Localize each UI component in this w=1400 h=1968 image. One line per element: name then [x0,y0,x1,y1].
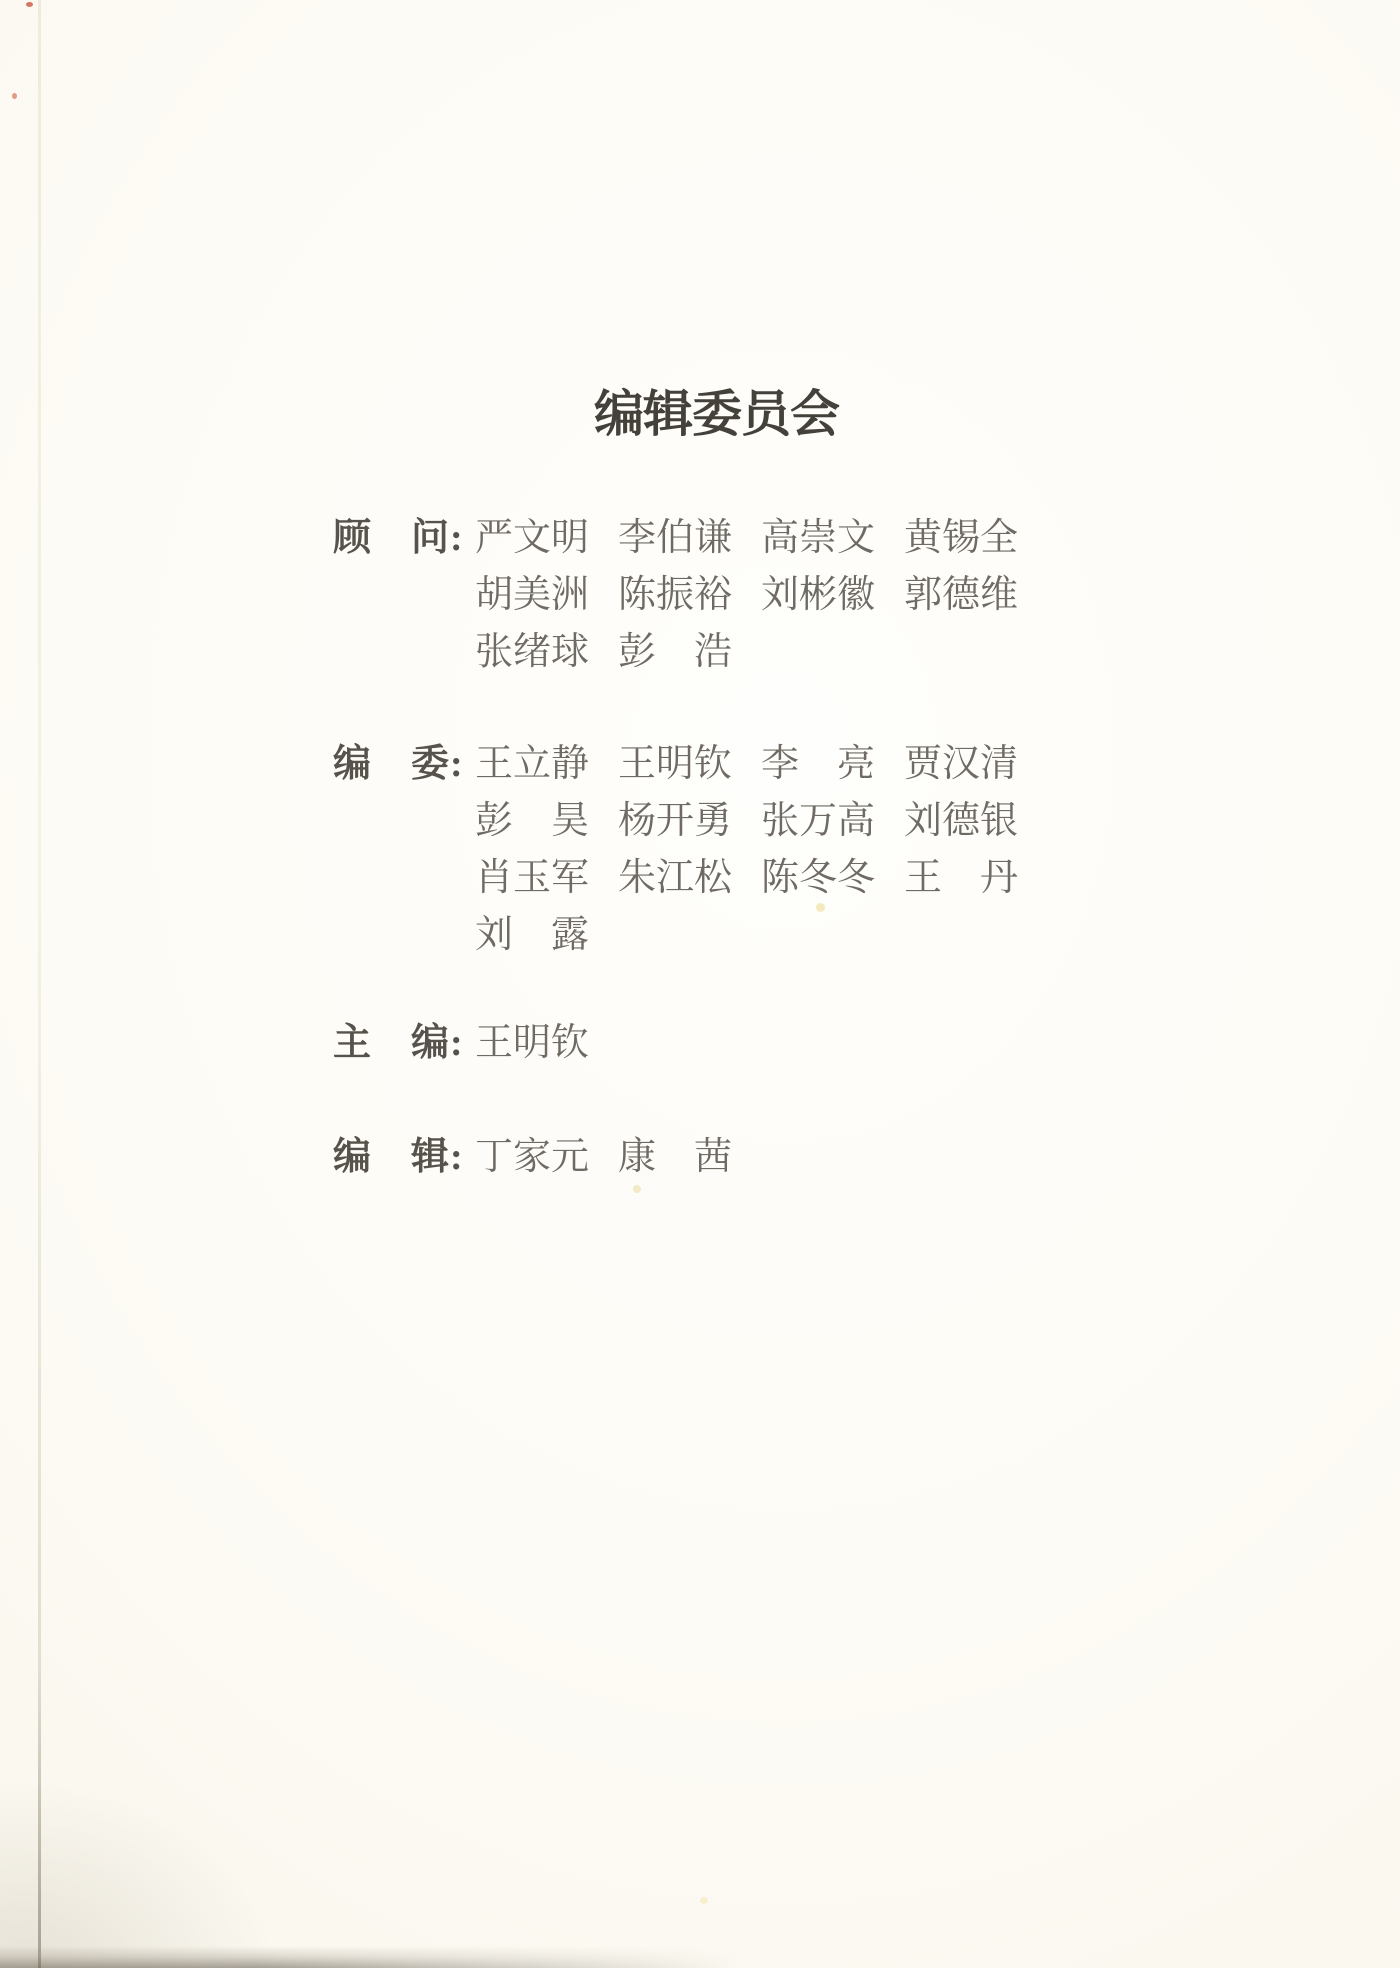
red-ink-speck [12,93,17,99]
person-name: 肖玉军 [475,857,590,899]
person-name: 王明钦 [475,1022,590,1064]
section-editors [333,1129,761,1186]
red-ink-speck [26,2,33,7]
person-name: 彭 昊 [475,800,590,842]
scan-shadow-corner [0,1778,280,1968]
person-name: 康 茜 [618,1136,733,1178]
person-name: 朱江松 [618,857,733,899]
person-name: 王明钦 [618,743,733,785]
person-name: 李伯谦 [618,517,733,559]
person-name: 陈冬冬 [761,857,876,899]
person-name: 黄锡全 [904,517,1019,559]
person-name: 张万高 [761,800,876,842]
section-label: 编 委: [333,743,464,785]
names-grid [475,1129,761,1186]
section-chief-editor [333,1015,618,1072]
paper-stain-speck [633,1185,641,1193]
person-name: 李 亮 [761,743,876,785]
person-name: 严文明 [475,517,590,559]
person-name: 杨开勇 [618,800,733,842]
person-name: 王立静 [475,743,590,785]
name-row [475,1129,761,1186]
person-name: 郭德维 [904,574,1019,616]
names-grid [475,1015,618,1072]
section-advisors [333,510,1047,681]
person-name: 胡美洲 [475,574,590,616]
section-label: 编 辑: [333,1136,464,1178]
person-name: 高崇文 [761,517,876,559]
name-row [475,510,1047,567]
person-name: 彭 浩 [618,631,733,673]
names-grid [475,510,1047,681]
paper-stain-speck [816,903,825,912]
section-label: 顾 问: [333,517,464,559]
name-row [475,567,1047,624]
person-name: 刘彬徽 [761,574,876,616]
person-name: 刘 露 [475,914,590,956]
paper-crease [38,0,41,1968]
section-editorial-board [333,736,1047,964]
person-name: 张绪球 [475,631,590,673]
person-name: 丁家元 [475,1136,590,1178]
name-row [475,907,1047,964]
name-row [475,736,1047,793]
section-label: 主 编: [333,1022,464,1064]
name-row [475,1015,618,1072]
person-name: 贾汉清 [904,743,1019,785]
name-row [475,793,1047,850]
name-row [475,850,1047,907]
person-name: 刘德银 [904,800,1019,842]
names-grid [475,736,1047,964]
paper-stain-speck [700,1897,708,1904]
name-row [475,624,1047,681]
person-name: 陈振裕 [618,574,733,616]
person-name: 王 丹 [904,857,1019,899]
page-title: 编辑委员会 [594,386,839,442]
